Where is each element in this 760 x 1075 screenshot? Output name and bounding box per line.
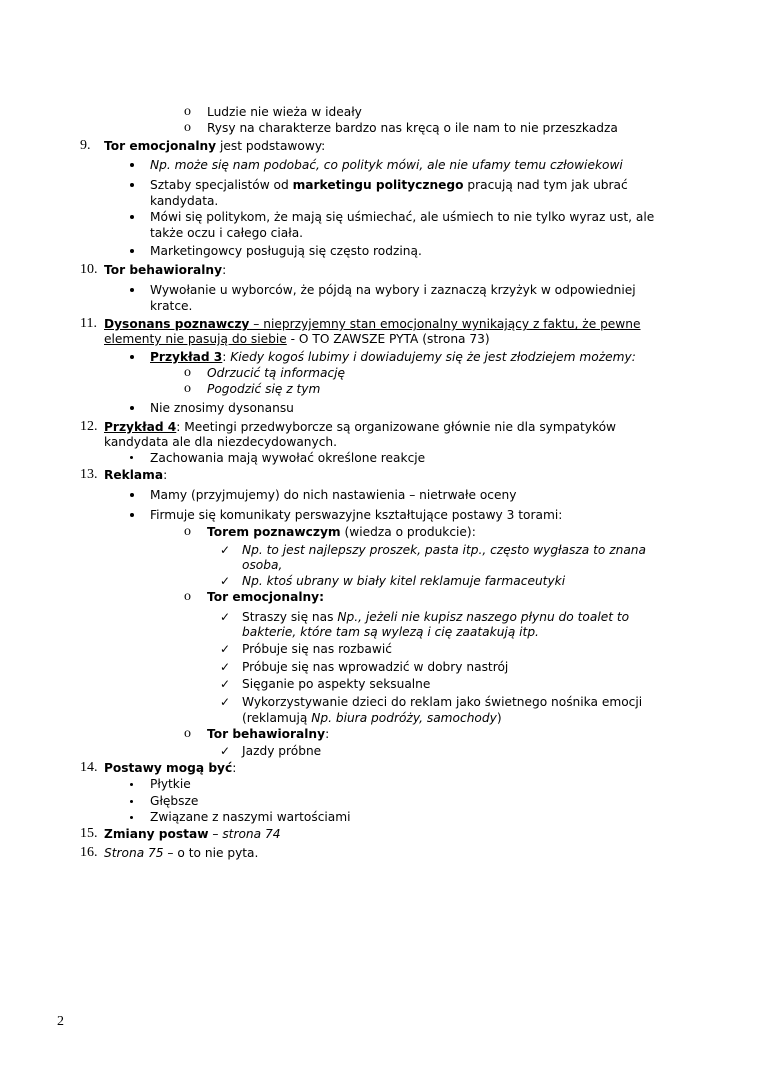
list-item: Przykład 4: Meetingi przedwyborcze są organizowane głównie nie dla sympatyków <box>104 420 617 434</box>
list-item: Straszy się nas Np., jeżeli nie kupisz naszego płynu do toalet to <box>242 610 630 624</box>
list-item: Postawy mogą być: <box>104 761 237 775</box>
bullet-icon <box>130 800 133 803</box>
bullet-icon <box>130 493 134 497</box>
list-item: Dysonans poznawczy – nieprzyjemny stan emocjonalny wynikający z faktu, że pewne <box>104 317 641 331</box>
list-item: Mamy (przyjmujemy) do nich nastawienia – nietrwałe oceny <box>150 488 517 502</box>
list-item-continuation: (reklamują Np. biura podróży, samochody) <box>242 711 502 725</box>
list-item-continuation: bakterie, które tam są wylezą i cię zaatakują itp. <box>242 625 539 639</box>
list-item: Sztaby specjalistów od marketingu politycznego pracują nad tym jak ubrać <box>150 178 628 192</box>
list-item: Pogodzić się z tym <box>207 382 321 396</box>
list-item: Marketingowcy posługują się często rodziną. <box>150 244 422 258</box>
circle-bullet-icon: o <box>184 120 191 135</box>
list-item: Np. może się nam podobać, co polityk mówi, ale nie ufamy temu człowiekowi <box>150 158 623 172</box>
list-item-continuation: kandydata. <box>150 194 219 208</box>
circle-bullet-icon: o <box>184 381 191 396</box>
bullet-icon <box>130 163 134 167</box>
list-item: Tor emocjonalny jest podstawowy: <box>104 139 326 153</box>
list-item-continuation: elementy nie pasują do siebie - O TO ZAWSZE PYTA (strona 73) <box>104 332 490 346</box>
list-item: Reklama: <box>104 468 168 482</box>
list-item: Odrzucić tą informację <box>207 366 346 380</box>
list-number: 16. <box>80 845 98 860</box>
list-item: Firmuje się komunikaty perswazyjne kształtujące postawy 3 torami: <box>150 508 563 522</box>
list-item: Zachowania mają wywołać określone reakcje <box>150 451 426 465</box>
circle-bullet-icon: o <box>184 104 191 119</box>
list-item: Tor behawioralny: <box>207 727 330 741</box>
bullet-icon <box>130 513 134 517</box>
bullet-icon <box>130 249 134 253</box>
check-icon: ✓ <box>220 610 231 624</box>
check-icon: ✓ <box>220 744 231 758</box>
list-number: 10. <box>80 262 98 277</box>
list-item: Nie znosimy dysonansu <box>150 401 294 415</box>
bullet-icon <box>130 783 133 786</box>
bullet-icon <box>130 183 134 187</box>
circle-bullet-icon: o <box>184 726 191 741</box>
list-number: 12. <box>80 419 98 434</box>
list-item: Wykorzystywanie dzieci do reklam jako świetnego nośnika emocji <box>242 695 643 709</box>
list-item: Np. ktoś ubrany w biały kitel reklamuje farmaceutyki <box>242 574 566 588</box>
check-icon: ✓ <box>220 642 231 656</box>
list-item: Torem poznawczym (wiedza o produkcie): <box>207 525 476 539</box>
list-number: 13. <box>80 467 98 482</box>
check-icon: ✓ <box>220 574 231 588</box>
list-item: Wywołanie u wyborców, że pójdą na wybory i zaznaczą krzyżyk w odpowiedniej <box>150 283 636 297</box>
circle-bullet-icon: o <box>184 589 191 604</box>
list-item-continuation: osoba, <box>242 558 283 572</box>
list-item: Strona 75 – o to nie pyta. <box>104 846 259 860</box>
list-item: Tor emocjonalny: <box>207 590 325 604</box>
list-item-continuation: także oczu i całego ciała. <box>150 226 304 240</box>
list-item: Mówi się politykom, że mają się uśmiechać, ale uśmiech to nie tylko wyraz ust, ale <box>150 210 655 224</box>
list-item: Próbuje się nas wprowadzić w dobry nastrój <box>242 660 509 674</box>
list-number: 11. <box>80 316 97 331</box>
page-number: 2 <box>57 1014 64 1029</box>
list-item: Tor behawioralny: <box>104 263 227 277</box>
check-icon: ✓ <box>220 660 231 674</box>
list-item: Sięganie po aspekty seksualne <box>242 677 431 691</box>
list-item: Związane z naszymi wartościami <box>150 810 351 824</box>
list-number: 9. <box>80 138 91 153</box>
list-item: Ludzie nie wieża w ideały <box>207 105 362 119</box>
check-icon: ✓ <box>220 543 231 557</box>
list-item: Głębsze <box>150 794 199 808</box>
circle-bullet-icon: o <box>184 365 191 380</box>
list-item: Jazdy próbne <box>242 744 322 758</box>
list-item-continuation: kratce. <box>150 299 193 313</box>
list-number: 14. <box>80 760 98 775</box>
list-item: Rysy na charakterze bardzo nas kręcą o ile nam to nie przeszkadza <box>207 121 618 135</box>
bullet-icon <box>130 288 134 292</box>
bullet-icon <box>130 355 134 359</box>
bullet-icon <box>130 406 134 410</box>
bullet-icon <box>130 816 133 819</box>
circle-bullet-icon: o <box>184 524 191 539</box>
list-item: Np. to jest najlepszy proszek, pasta itp., często wygłasza to znana <box>242 543 647 557</box>
list-item: Płytkie <box>150 777 191 791</box>
list-item: Próbuje się nas rozbawić <box>242 642 392 656</box>
check-icon: ✓ <box>220 695 231 709</box>
bullet-icon <box>130 456 133 459</box>
list-item: Przykład 3: Kiedy kogoś lubimy i dowiadujemy się że jest złodziejem możemy: <box>150 350 636 364</box>
bullet-icon <box>130 215 134 219</box>
list-number: 15. <box>80 826 98 841</box>
list-item-continuation: kandydata ale dla niezdecydowanych. <box>104 435 338 449</box>
list-item: Zmiany postaw – strona 74 <box>104 827 281 841</box>
check-icon: ✓ <box>220 677 231 691</box>
